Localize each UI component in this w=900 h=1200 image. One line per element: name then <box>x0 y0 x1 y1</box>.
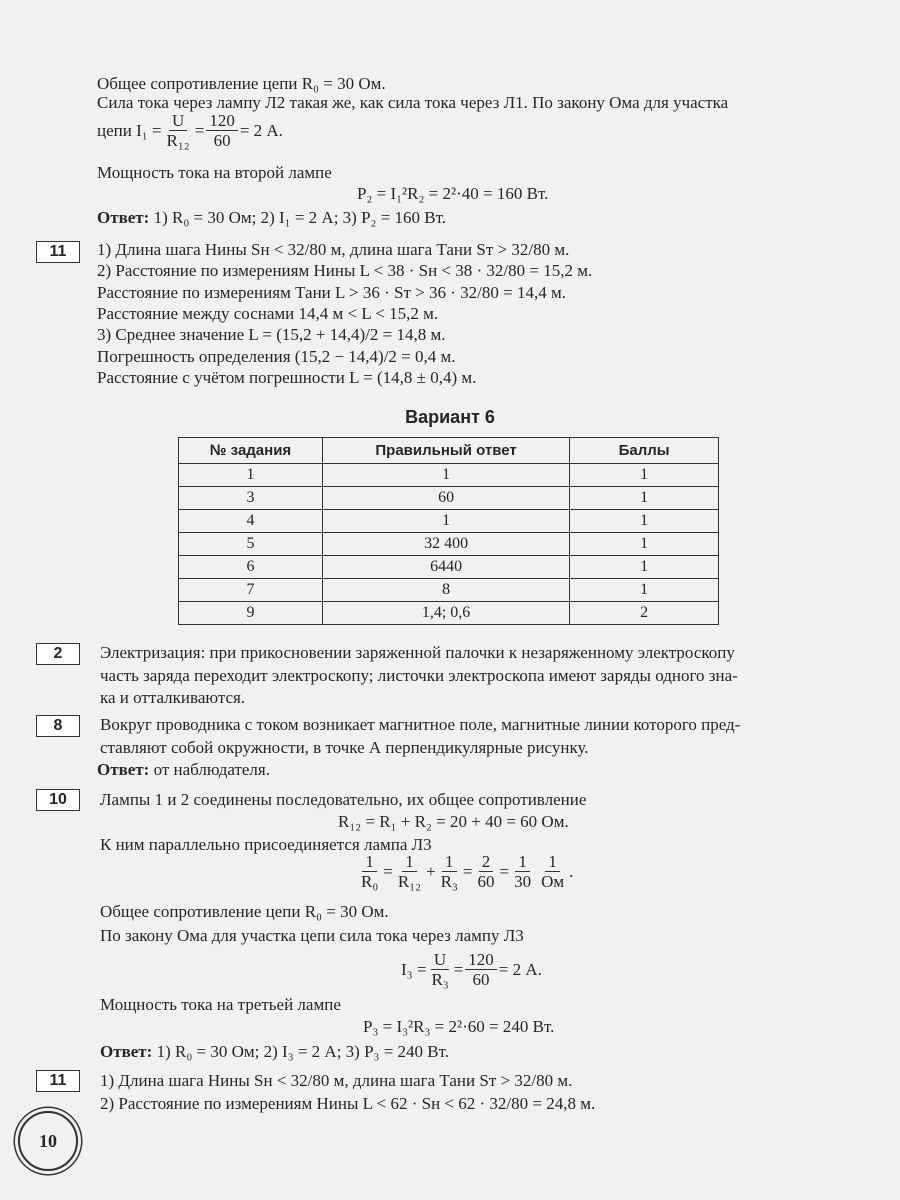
denominator: R₁₂ <box>166 131 190 150</box>
text-line: часть заряда переходит электроскопу; листочки электроскопа имеют заряды одного зна- <box>100 665 738 685</box>
text-line: Общее сопротивление цепи R₀ = 30 Ом. <box>100 902 389 921</box>
table-row <box>179 464 719 487</box>
text-line: Мощность тока на третьей лампе <box>100 995 341 1014</box>
formula-power-p3: P₃ = I₃²R₃ = 2²·60 = 240 Вт. <box>363 1017 555 1036</box>
table-cell: 1 <box>179 464 323 487</box>
formula-text: = <box>194 120 205 140</box>
table-cell: 1 <box>570 556 719 579</box>
formula-text: + <box>426 861 436 881</box>
denominator: Ом <box>541 872 565 891</box>
formula-text: = 2 А. <box>498 959 542 979</box>
text-line: По закону Ома для участка цепи сила тока через лампу Л3 <box>100 926 524 945</box>
table-cell: 5 <box>179 533 323 556</box>
task-number-10: 10 <box>36 789 80 811</box>
table-cell: 9 <box>179 602 323 625</box>
numerator: 1 <box>545 852 560 872</box>
table-cell: 1 <box>322 464 569 487</box>
numerator: 2 <box>479 852 494 872</box>
text-line: Вокруг проводника с током возникает магнитное поле, магнитные линии которого пред- <box>100 715 741 734</box>
table-cell: 32 400 <box>322 533 569 556</box>
table-cell: 1 <box>322 510 569 533</box>
text-line: ставляют собой окружности, в точке А перпендикулярные рисунку. <box>100 737 589 757</box>
numerator: 1 <box>442 852 457 872</box>
denominator: R₀ <box>361 872 379 891</box>
denominator: 60 <box>213 131 231 150</box>
text-line: Расстояние между соснами 14,4 м < L < 15,2 м. <box>97 303 439 323</box>
variant-title: Вариант 6 <box>405 407 495 427</box>
answer-text: 1) R₀ = 30 Ом; 2) I₃ = 2 А; 3) P₃ = 240 Вт. <box>152 1042 450 1061</box>
fraction <box>395 852 424 891</box>
task-number-11: 11 <box>36 1070 80 1092</box>
numerator: 1 <box>402 852 417 872</box>
denominator: 60 <box>472 970 490 989</box>
table-cell: 1,4; 0,6 <box>322 602 569 625</box>
table-cell: 2 <box>570 602 719 625</box>
denominator: 30 <box>514 872 532 891</box>
table-cell: 1 <box>570 487 719 510</box>
answer-label: Ответ: <box>100 1042 153 1061</box>
numerator: U <box>169 111 187 131</box>
text-line: ка и отталкиваются. <box>100 688 246 707</box>
answers-table <box>178 437 719 625</box>
answer-line <box>97 760 270 780</box>
text-line: Общее сопротивление цепи R₀ = 30 Ом. <box>97 74 386 93</box>
task-number-8: 8 <box>36 715 80 737</box>
column-header: № задания <box>179 438 323 464</box>
text-line: Лампы 1 и 2 соединены последовательно, их общее сопротивление <box>100 790 587 809</box>
table-cell: 1 <box>570 533 719 556</box>
text-line: 3) Среднее значение L = (15,2 + 14,4)/2 = 14,8 м. <box>97 325 446 345</box>
table-row <box>179 487 719 510</box>
numerator: U <box>431 950 449 970</box>
formula-text: = <box>499 861 510 881</box>
fraction <box>206 111 238 150</box>
text-line: Расстояние с учётом погрешности L = (14,8 ± 0,4) м. <box>97 367 477 387</box>
formula-power-p2: P₂ = I₁²R₂ = 2²·40 = 160 Вт. <box>357 184 549 203</box>
text-line: Расстояние по измерениям Тани L > 36 · Sт > 36 · 32/80 = 14,4 м. <box>97 282 566 302</box>
fraction <box>428 950 451 989</box>
fraction <box>164 111 193 150</box>
table-cell: 6440 <box>322 556 569 579</box>
table-cell: 4 <box>179 510 323 533</box>
formula-current-i1 <box>97 111 283 150</box>
numerator: 120 <box>206 111 238 131</box>
table-row <box>179 533 719 556</box>
formula-text: = <box>453 959 464 979</box>
answer-label: Ответ: <box>97 760 150 779</box>
numerator: 1 <box>515 852 530 872</box>
text-line: Сила тока через лампу Л2 такая же, как сила тока через Л1. По закону Ома для участка <box>97 93 729 112</box>
text-line: 1) Длина шага Нины Sн < 32/80 м, длина шага Тани Sт > 32/80 м. <box>100 1071 573 1090</box>
answer-text: от наблюдателя. <box>149 760 270 779</box>
answer-line <box>97 208 446 228</box>
table-cell: 7 <box>179 579 323 602</box>
table-row <box>179 602 719 625</box>
text-line: 2) Расстояние по измерениям Нины L < 38 · Sн < 38 · 32/80 = 15,2 м. <box>97 261 593 281</box>
table-header-row <box>179 438 719 464</box>
table-cell: 6 <box>179 556 323 579</box>
table-row <box>179 510 719 533</box>
text-line: 2) Расстояние по измерениям Нины L < 62 · Sн < 62 · 32/80 = 24,8 м. <box>100 1094 596 1113</box>
denominator: R₁₂ <box>397 872 422 891</box>
formula-r12: R₁₂ = R₁ + R₂ = 20 + 40 = 60 Ом. <box>338 812 569 831</box>
answer-text: 1) R₀ = 30 Ом; 2) I₁ = 2 А; 3) P₂ = 160 Вт. <box>149 208 447 227</box>
formula-text: . <box>569 861 574 881</box>
numerator: 120 <box>465 950 497 970</box>
formula-current-i3 <box>401 950 542 989</box>
denominator: R₃ <box>440 872 458 891</box>
formula-text: I₃ = <box>401 959 427 979</box>
text-line: К ним параллельно присоединяется лампа Л3 <box>100 835 432 854</box>
denominator: R₃ <box>431 970 449 989</box>
fraction <box>475 852 498 891</box>
table-cell: 1 <box>570 464 719 487</box>
task-number-2: 2 <box>36 643 80 665</box>
answer-line <box>100 1042 449 1062</box>
formula-text: цепи I₁ = <box>97 120 162 140</box>
formula-text: = <box>462 861 473 881</box>
fraction <box>511 852 534 891</box>
text-line: 1) Длина шага Нины Sн < 32/80 м, длина шага Тани Sт > 32/80 м. <box>97 240 570 259</box>
table-cell: 60 <box>322 487 569 510</box>
text-line: Мощность тока на второй лампе <box>97 163 332 182</box>
table-row <box>179 579 719 602</box>
fraction <box>465 950 497 989</box>
formula-parallel-resistance <box>356 852 573 891</box>
table-row <box>179 556 719 579</box>
page-number: 10 <box>18 1111 78 1171</box>
text-line: Электризация: при прикосновении заряженной палочки к незаряженному электроскопу <box>100 643 735 662</box>
denominator: 60 <box>477 872 495 891</box>
table-cell: 1 <box>570 579 719 602</box>
numerator: 1 <box>362 852 377 872</box>
table-cell: 8 <box>322 579 569 602</box>
fraction <box>358 852 381 891</box>
task-number-11: 11 <box>36 241 80 263</box>
column-header: Баллы <box>570 438 719 464</box>
formula-text: = 2 А. <box>239 120 283 140</box>
fraction <box>438 852 461 891</box>
answer-label: Ответ: <box>97 208 150 227</box>
formula-text: = <box>383 861 393 881</box>
text-line: Погрешность определения (15,2 − 14,4)/2 = 0,4 м. <box>97 346 456 366</box>
column-header: Правильный ответ <box>322 438 569 464</box>
table-cell: 1 <box>570 510 719 533</box>
table-cell: 3 <box>179 487 323 510</box>
fraction <box>538 852 567 891</box>
